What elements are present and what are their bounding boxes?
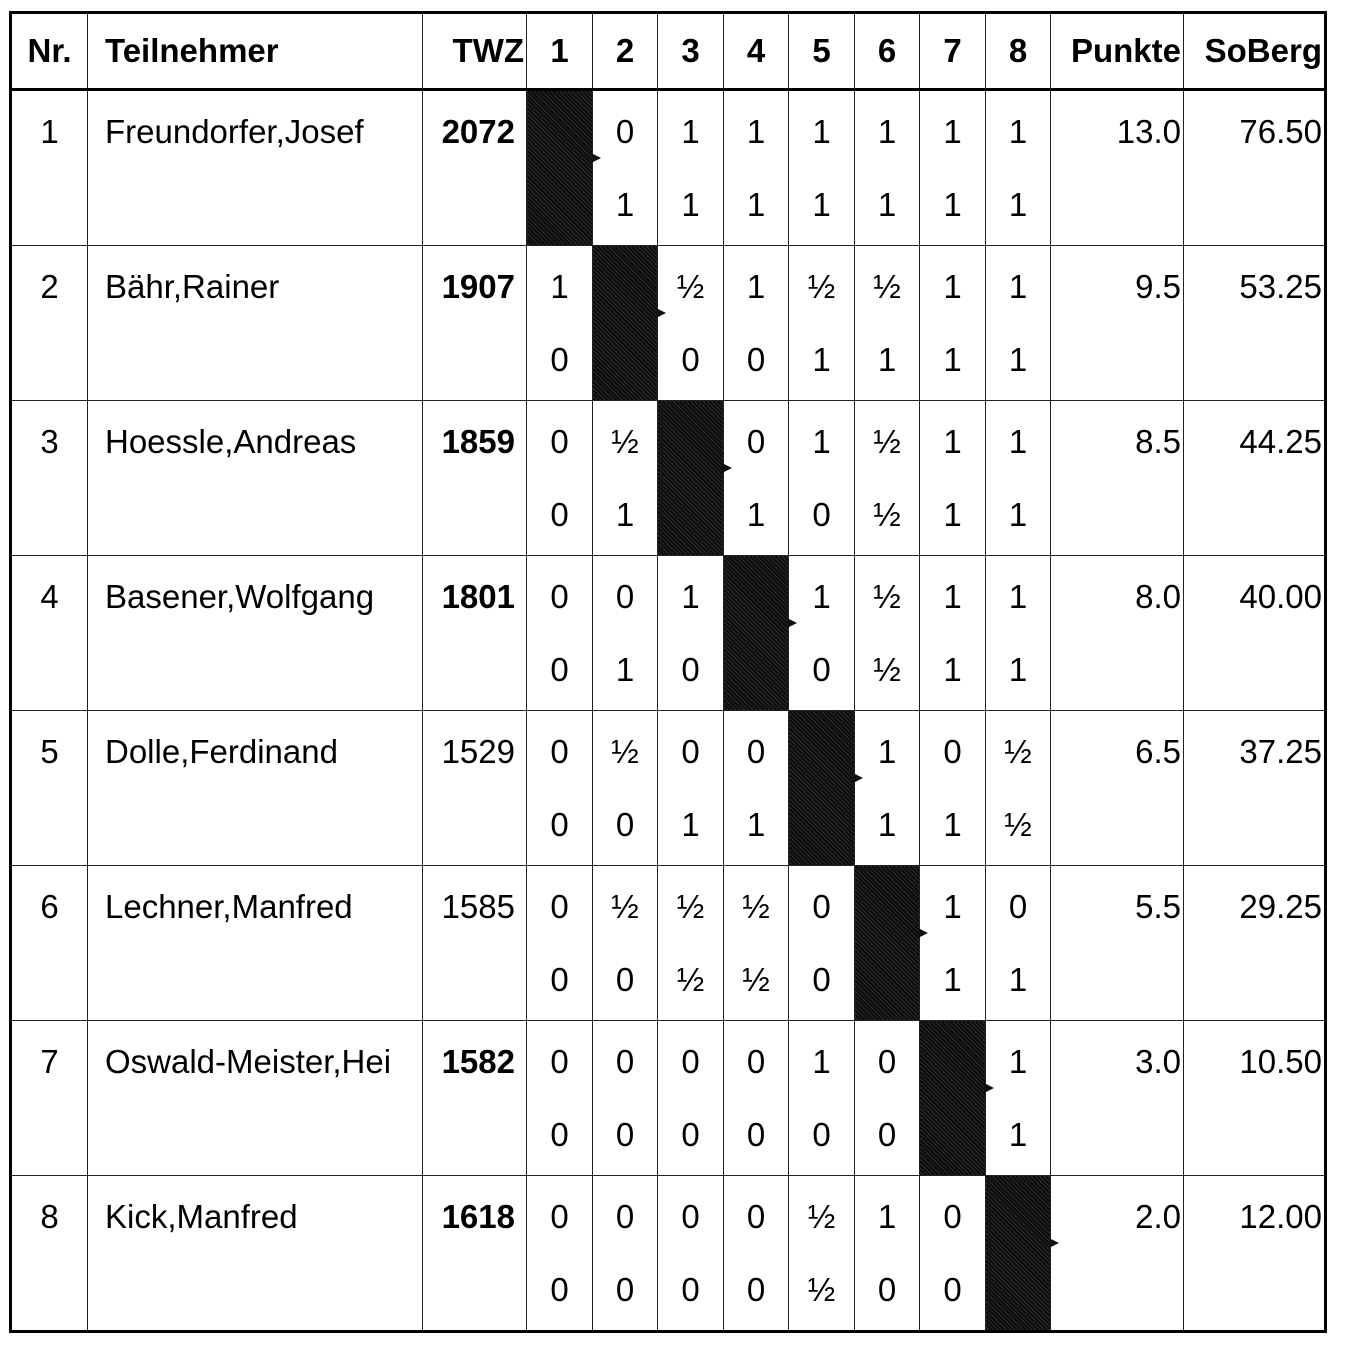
self-cell (986, 1176, 1051, 1332)
self-cell (855, 866, 920, 1021)
player-number: 4 (11, 556, 88, 711)
result-cell (920, 556, 986, 711)
player-name: Bähr,Rainer (88, 246, 423, 401)
self-cell (920, 1021, 986, 1176)
result-game-2: 0 (550, 496, 569, 533)
result-cell (920, 866, 986, 1021)
result-game-1: ½ (676, 268, 705, 305)
result-game-1: 0 (550, 1198, 569, 1235)
player-number: 5 (11, 711, 88, 866)
result-game-2: 0 (877, 1271, 897, 1308)
result-game-1: ½ (611, 733, 639, 770)
result-game-2: 0 (812, 651, 831, 688)
result-cell (920, 711, 986, 866)
result-game-2: ½ (873, 651, 901, 688)
result-game-2: 0 (812, 1116, 831, 1153)
result-game-2: ½ (676, 961, 705, 998)
player-soberg: 10.50 (1184, 1021, 1326, 1176)
result-cell (986, 246, 1051, 401)
result-cell (855, 401, 920, 556)
result-game-2: 1 (943, 186, 962, 223)
result-cell (855, 246, 920, 401)
result-game-1: ½ (807, 1198, 836, 1235)
result-cell (658, 1176, 724, 1332)
player-soberg: 76.50 (1184, 90, 1326, 246)
result-game-1: 0 (746, 1043, 766, 1080)
result-game-1: ½ (1004, 733, 1032, 770)
result-game-1: 1 (1008, 1043, 1028, 1080)
player-punkte: 5.5 (1051, 866, 1184, 1021)
result-game-1: 1 (877, 113, 897, 150)
result-cell (658, 1021, 724, 1176)
result-game-1: 1 (943, 578, 962, 615)
header-round-1: 1 (527, 13, 593, 90)
player-name: Oswald-Meister,Hei (88, 1021, 423, 1176)
result-game-1: ½ (873, 423, 901, 460)
result-game-1: ½ (873, 268, 901, 305)
result-cell (789, 246, 855, 401)
result-game-2: 0 (681, 651, 700, 688)
player-soberg: 29.25 (1184, 866, 1326, 1021)
result-game-1: 0 (681, 733, 700, 770)
header-nr: Nr. (11, 13, 88, 90)
result-cell (527, 1176, 593, 1332)
player-twz: 1859 (423, 401, 527, 556)
result-game-1: 0 (550, 888, 569, 925)
result-game-2: 1 (943, 961, 962, 998)
result-game-2: 0 (615, 961, 635, 998)
header-round-7: 7 (920, 13, 986, 90)
result-game-2: 1 (746, 496, 766, 533)
result-cell (658, 556, 724, 711)
result-cell (658, 90, 724, 246)
header-round-3: 3 (658, 13, 724, 90)
result-game-1: 0 (615, 113, 635, 150)
player-punkte: 8.5 (1051, 401, 1184, 556)
player-name: Lechner,Manfred (88, 866, 423, 1021)
result-game-2: 1 (1008, 496, 1028, 533)
result-game-1: 0 (812, 888, 831, 925)
result-game-1: 0 (550, 1043, 569, 1080)
player-twz: 1801 (423, 556, 527, 711)
player-name: Hoessle,Andreas (88, 401, 423, 556)
result-game-2: 0 (681, 1116, 700, 1153)
header-round-6: 6 (855, 13, 920, 90)
result-game-2: 0 (681, 1271, 700, 1308)
result-game-2: ½ (873, 496, 901, 533)
player-twz: 2072 (423, 90, 527, 246)
result-game-2: 1 (746, 806, 766, 843)
result-game-2: 1 (615, 496, 635, 533)
result-game-2: 1 (681, 806, 700, 843)
player-punkte: 2.0 (1051, 1176, 1184, 1332)
result-game-1: 1 (812, 1043, 831, 1080)
result-game-1: 1 (550, 268, 569, 305)
player-twz: 1529 (423, 711, 527, 866)
result-cell (593, 866, 658, 1021)
result-cell (789, 1021, 855, 1176)
header-round-8: 8 (986, 13, 1051, 90)
result-game-2: 1 (615, 651, 635, 688)
result-cell (724, 1021, 789, 1176)
player-soberg: 37.25 (1184, 711, 1326, 866)
result-game-2: 1 (746, 186, 766, 223)
result-game-2: 1 (681, 186, 700, 223)
result-game-1: ½ (742, 888, 770, 925)
result-game-1: 1 (1008, 268, 1028, 305)
table-row (11, 1021, 1326, 1176)
result-cell (986, 866, 1051, 1021)
result-game-2: 0 (615, 1271, 635, 1308)
player-punkte: 6.5 (1051, 711, 1184, 866)
result-cell (855, 1021, 920, 1176)
result-cell (724, 711, 789, 866)
result-game-1: 1 (943, 888, 962, 925)
result-game-1: 0 (746, 733, 766, 770)
result-game-2: 1 (943, 496, 962, 533)
player-punkte: 3.0 (1051, 1021, 1184, 1176)
result-game-2: 0 (877, 1116, 897, 1153)
result-game-1: 0 (615, 1198, 635, 1235)
player-number: 6 (11, 866, 88, 1021)
result-cell (593, 556, 658, 711)
result-game-2: 1 (1008, 186, 1028, 223)
table-row (11, 866, 1326, 1021)
result-cell (527, 1021, 593, 1176)
player-punkte: 9.5 (1051, 246, 1184, 401)
table-body (11, 90, 1326, 1332)
result-cell (593, 90, 658, 246)
result-game-2: 1 (615, 186, 635, 223)
result-game-1: 1 (812, 423, 831, 460)
result-cell (593, 711, 658, 866)
table-row (11, 246, 1326, 401)
result-game-1: 1 (1008, 423, 1028, 460)
player-name: Dolle,Ferdinand (88, 711, 423, 866)
header-punkte: Punkte (1051, 13, 1184, 90)
result-cell (986, 401, 1051, 556)
result-game-2: 1 (1008, 651, 1028, 688)
result-game-1: 0 (746, 1198, 766, 1235)
result-game-1: 1 (746, 268, 766, 305)
result-game-2: 0 (615, 1116, 635, 1153)
result-game-2: 1 (877, 186, 897, 223)
result-cell (527, 401, 593, 556)
result-game-2: ½ (1004, 806, 1032, 843)
self-cell (724, 556, 789, 711)
result-game-2: 0 (550, 806, 569, 843)
result-cell (724, 90, 789, 246)
player-name: Freundorfer,Josef (88, 90, 423, 246)
result-cell (789, 90, 855, 246)
result-game-2: 0 (746, 341, 766, 378)
result-game-1: 0 (550, 423, 569, 460)
result-cell (920, 1176, 986, 1332)
table-row (11, 90, 1326, 246)
result-cell (724, 246, 789, 401)
player-soberg: 12.00 (1184, 1176, 1326, 1332)
header-round-4: 4 (724, 13, 789, 90)
result-game-2: 0 (681, 341, 700, 378)
result-game-1: 1 (1008, 113, 1028, 150)
result-cell (986, 90, 1051, 246)
result-cell (527, 866, 593, 1021)
result-game-2: 1 (812, 341, 831, 378)
result-cell (593, 1176, 658, 1332)
player-name: Basener,Wolfgang (88, 556, 423, 711)
result-cell (855, 90, 920, 246)
result-game-2: ½ (807, 1271, 836, 1308)
result-cell (986, 556, 1051, 711)
result-cell (789, 866, 855, 1021)
result-game-2: 0 (615, 806, 635, 843)
crosstable (9, 11, 1327, 1333)
result-game-1: ½ (676, 888, 705, 925)
result-cell (855, 1176, 920, 1332)
result-game-1: 1 (681, 113, 700, 150)
result-game-2: 1 (943, 806, 962, 843)
self-cell (593, 246, 658, 401)
player-soberg: 53.25 (1184, 246, 1326, 401)
result-cell (593, 401, 658, 556)
result-game-1: ½ (873, 578, 901, 615)
result-game-1: 0 (550, 578, 569, 615)
result-game-1: 1 (746, 113, 766, 150)
result-game-1: 0 (1008, 888, 1028, 925)
result-game-1: 0 (681, 1198, 700, 1235)
player-punkte: 13.0 (1051, 90, 1184, 246)
result-game-2: 0 (943, 1271, 962, 1308)
player-number: 2 (11, 246, 88, 401)
result-game-1: 1 (943, 423, 962, 460)
result-game-2: 0 (550, 1271, 569, 1308)
result-game-1: 0 (615, 1043, 635, 1080)
result-game-1: 1 (943, 268, 962, 305)
player-punkte: 8.0 (1051, 556, 1184, 711)
result-cell (986, 1021, 1051, 1176)
self-cell (527, 90, 593, 246)
player-twz: 1618 (423, 1176, 527, 1332)
header-soberg: SoBerg (1184, 13, 1326, 90)
result-cell (593, 1021, 658, 1176)
result-cell (855, 711, 920, 866)
result-cell (789, 556, 855, 711)
result-game-2: 0 (550, 961, 569, 998)
result-cell (724, 866, 789, 1021)
result-cell (789, 1176, 855, 1332)
result-game-1: 0 (943, 1198, 962, 1235)
player-twz: 1582 (423, 1021, 527, 1176)
result-cell (855, 556, 920, 711)
result-game-1: 0 (550, 733, 569, 770)
result-game-1: 1 (943, 113, 962, 150)
result-cell (658, 866, 724, 1021)
result-cell (986, 711, 1051, 866)
table-row (11, 401, 1326, 556)
player-twz: 1585 (423, 866, 527, 1021)
result-game-2: 0 (550, 651, 569, 688)
result-cell (527, 556, 593, 711)
result-game-2: 1 (877, 806, 897, 843)
result-game-2: 1 (877, 341, 897, 378)
result-game-2: 1 (812, 186, 831, 223)
player-soberg: 40.00 (1184, 556, 1326, 711)
header-twz: TWZ (423, 13, 527, 90)
header-name: Teilnehmer (88, 13, 423, 90)
result-game-1: ½ (611, 423, 639, 460)
player-number: 3 (11, 401, 88, 556)
player-soberg: 44.25 (1184, 401, 1326, 556)
result-cell (527, 711, 593, 866)
result-cell (920, 90, 986, 246)
result-cell (724, 401, 789, 556)
player-number: 1 (11, 90, 88, 246)
result-game-2: 1 (1008, 341, 1028, 378)
result-game-1: 0 (746, 423, 766, 460)
result-cell (658, 711, 724, 866)
player-number: 8 (11, 1176, 88, 1332)
result-cell (920, 401, 986, 556)
result-game-2: 1 (1008, 961, 1028, 998)
result-game-1: 0 (877, 1043, 897, 1080)
result-game-2: 0 (812, 961, 831, 998)
result-cell (789, 401, 855, 556)
player-number: 7 (11, 1021, 88, 1176)
result-game-2: 0 (746, 1271, 766, 1308)
self-cell (789, 711, 855, 866)
result-game-1: 0 (943, 733, 962, 770)
result-game-1: 1 (812, 113, 831, 150)
self-cell (658, 401, 724, 556)
header-round-2: 2 (593, 13, 658, 90)
result-game-2: 0 (812, 496, 831, 533)
result-game-1: 1 (877, 1198, 897, 1235)
result-game-2: 0 (550, 341, 569, 378)
result-game-2: ½ (742, 961, 770, 998)
table-row (11, 1176, 1326, 1332)
result-game-2: 0 (550, 1116, 569, 1153)
result-game-1: 1 (681, 578, 700, 615)
result-game-1: 1 (1008, 578, 1028, 615)
result-game-2: 0 (746, 1116, 766, 1153)
table-row (11, 711, 1326, 866)
result-game-2: 1 (943, 651, 962, 688)
result-game-1: 1 (812, 578, 831, 615)
result-cell (724, 1176, 789, 1332)
result-game-2: 1 (1008, 1116, 1028, 1153)
result-game-1: 0 (615, 578, 635, 615)
result-cell (527, 246, 593, 401)
player-twz: 1907 (423, 246, 527, 401)
table-row (11, 556, 1326, 711)
player-name: Kick,Manfred (88, 1176, 423, 1332)
result-cell (920, 246, 986, 401)
header-round-5: 5 (789, 13, 855, 90)
result-game-1: 1 (877, 733, 897, 770)
result-game-1: ½ (807, 268, 836, 305)
header-row (11, 13, 1326, 90)
result-cell (658, 246, 724, 401)
result-game-2: 1 (943, 341, 962, 378)
result-game-1: 0 (681, 1043, 700, 1080)
result-game-1: ½ (611, 888, 639, 925)
